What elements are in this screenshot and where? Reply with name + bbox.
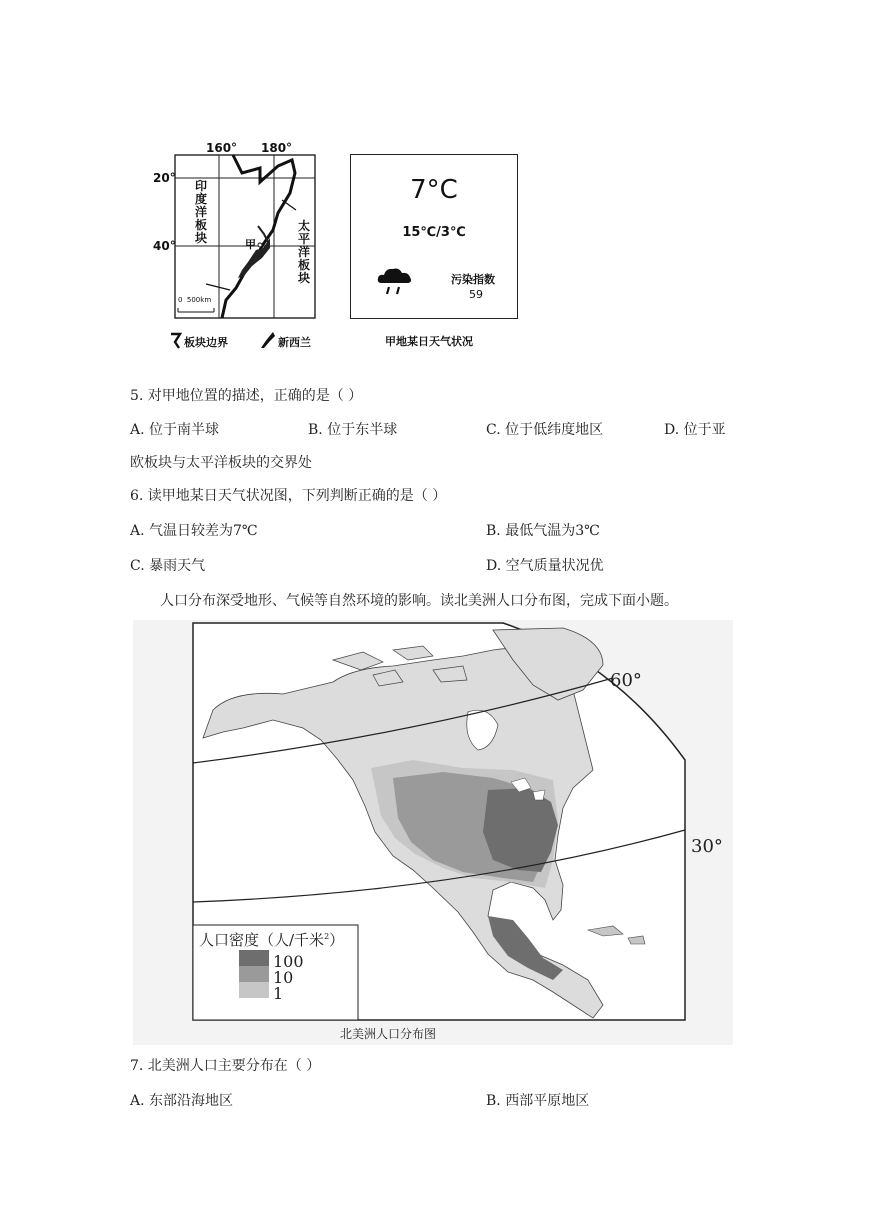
q6-option-d[interactable]: D. 空气质量状况优 <box>486 558 604 574</box>
lat-tick-20: 20° <box>153 171 176 185</box>
legend-title-text: 人口密度（人/千米 <box>199 931 325 949</box>
indian-plate-label: 印度洋板块 <box>195 179 208 245</box>
legend-boundary-text: 板块边界 <box>184 336 228 349</box>
q5-option-d[interactable]: D. 位于亚 <box>664 422 726 438</box>
q7-option-b[interactable]: B. 西部平原地区 <box>486 1093 590 1109</box>
lat-tick-40: 40° <box>153 239 176 253</box>
jia-point <box>258 243 262 247</box>
q5-option-b[interactable]: B. 位于东半球 <box>308 422 398 438</box>
weather-caption: 甲地某日天气状况 <box>385 335 473 348</box>
q7-stem: 7. 北美洲人口主要分布在（ ） <box>130 1058 321 1074</box>
legend-swatch-100 <box>239 950 269 966</box>
q5-option-c[interactable]: C. 位于低纬度地区 <box>486 422 604 438</box>
legend-nz-text: 新西兰 <box>278 336 311 349</box>
legend-value-100: 100 <box>273 952 304 971</box>
legend-title-sup: 2 <box>324 932 330 941</box>
pollution-label: 污染指数 <box>451 273 495 286</box>
weather-panel <box>350 154 518 319</box>
weather-temp: 7°C <box>410 175 458 205</box>
legend-boundary-icon <box>171 334 180 348</box>
q6-option-c[interactable]: C. 暴雨天气 <box>130 558 206 574</box>
q5-stem: 5. 对甲地位置的描述，正确的是（ ） <box>130 388 363 404</box>
pollution-value: 59 <box>469 288 483 301</box>
weather-range: 15℃/3℃ <box>402 225 466 240</box>
lat-60-label: 60° <box>610 670 642 691</box>
lat-30-label: 30° <box>691 836 723 857</box>
legend-title <box>199 929 344 950</box>
scale-text: 0 500km <box>178 296 212 304</box>
q5-option-d-cont: 欧板块与太平洋板块的交界处 <box>130 455 312 471</box>
q5-option-a[interactable]: A. 位于南半球 <box>130 422 220 438</box>
q6-stem: 6. 读甲地某日天气状况图，下列判断正确的是（ ） <box>130 488 447 504</box>
pacific-plate-label: 太平洋板块 <box>298 219 311 285</box>
map-caption: 北美洲人口分布图 <box>340 1027 437 1041</box>
q6-option-b[interactable]: B. 最低气温为3℃ <box>486 523 600 539</box>
plate-map-figure <box>150 138 330 353</box>
legend-swatch-1 <box>239 982 269 998</box>
legend-title-close: ） <box>329 931 345 949</box>
lon-tick-160: 160° <box>206 141 238 155</box>
legend-value-1: 1 <box>273 984 284 1003</box>
na-map-svg <box>133 620 733 1045</box>
q6-option-a[interactable]: A. 气温日较差为7℃ <box>130 523 258 539</box>
legend-swatch-10 <box>239 966 269 982</box>
rain-cloud-icon <box>375 265 415 305</box>
legend-value-10: 10 <box>273 968 294 987</box>
density-100-area <box>483 788 558 872</box>
legend-nz-icon <box>261 332 275 348</box>
lon-tick-180: 180° <box>261 141 293 155</box>
q7-option-a[interactable]: A. 东部沿海地区 <box>130 1093 234 1109</box>
intro-paragraph: 人口分布深受地形、气候等自然环境的影响。读北美洲人口分布图，完成下面小题。 <box>160 593 678 609</box>
north-america-figure <box>133 620 733 1045</box>
jia-label: 甲 <box>245 238 256 251</box>
